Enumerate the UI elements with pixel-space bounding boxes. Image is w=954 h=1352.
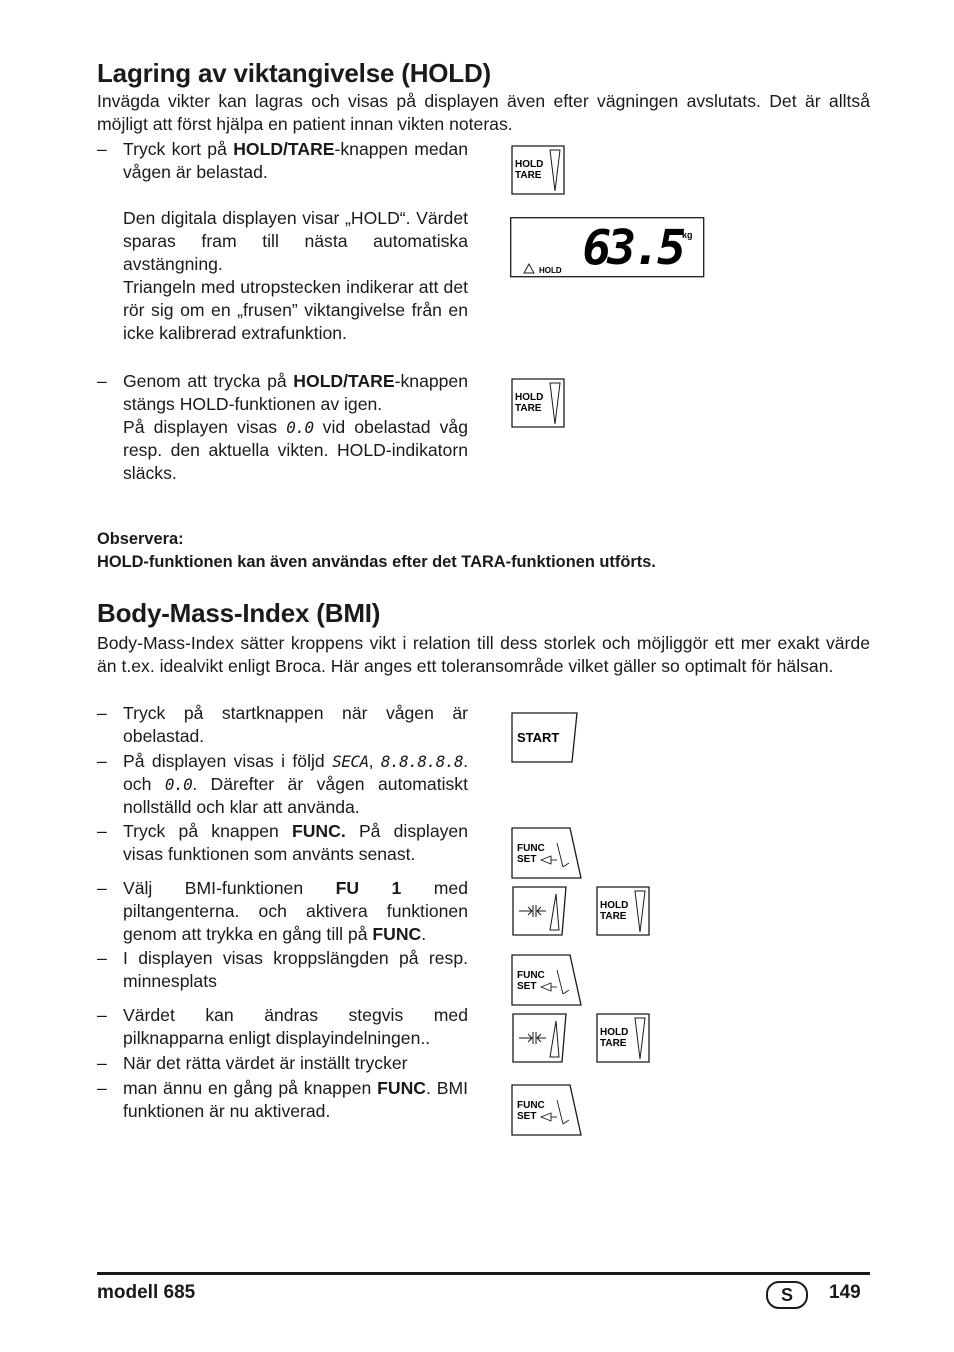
text: vid obelastad våg resp. den aktuella vikten. HOLD-indikatorn släcks. [123,417,468,483]
bmi-step-8 [97,1077,468,1123]
text: , [368,751,381,771]
bullet-dash: – [97,878,107,898]
note-label: Observera: [97,530,184,548]
start-label: START [517,730,560,745]
text: -knappen stängs HOLD-funktionen av igen. [123,371,468,414]
hold-tare-key[interactable] [511,378,565,428]
set-label: SET [517,1111,537,1122]
text: . Därefter är vågen automatiskt nollställd och klar att använda. [123,774,468,817]
hold-step-1-p3: Triangeln med utropstecken indikerar att det rör sig om en „frusen” viktangivelse från en icke kalibrerad extrafunktion. [123,277,468,343]
text: med piltangenterna. och aktivera funktionen genom att trykka en gång till på [123,878,468,944]
hold-label: HOLD [515,159,544,170]
hold-step-2 [97,370,468,485]
text: . [421,924,427,944]
func-ref: FUNC. [291,821,346,841]
func-label: FUNC [517,843,545,854]
note-text: HOLD-funktionen kan även användas efter det TARA-funktionen utförts. [97,553,656,571]
footer-rule [97,1272,870,1275]
bmi-step-3 [97,820,468,866]
bmi-step-2 [97,750,468,819]
text: -knappen medan vågen är belastad. [123,139,468,182]
func-label: FUNC [517,970,545,981]
fu1-ref: FU 1 [335,878,402,898]
footer-model: modell 685 [97,1282,196,1303]
tare-label: TARE [600,911,627,922]
bullet-dash: – [97,821,107,841]
arrow-key[interactable] [512,886,567,936]
display-unit: kg [682,230,693,240]
set-label: SET [517,981,537,992]
func-set-key[interactable] [511,1084,583,1136]
set-label: SET [517,854,537,865]
text: I displayen visas kroppslängden på resp. minnesplats [123,948,468,991]
text: Tryck på startknappen när vågen är obelastad. [123,703,468,746]
start-key[interactable] [511,712,579,763]
bmi-step-1 [97,702,468,748]
func-ref: FUNC [372,924,422,944]
bmi-step-4 [97,877,468,946]
arrow-key[interactable] [512,1013,567,1063]
segment-readout: 8.8.8.8.8 [380,752,464,771]
func-set-key[interactable] [511,827,583,879]
bmi-step-5 [97,947,468,993]
hold-step-1-p2: Den digitala displayen visar „HOLD“. Värdet sparas fram till nästa automatiska avstängning. [123,208,468,274]
display-value: 63.5 [582,220,682,276]
text: På displayen visas [123,417,287,437]
hold-tare-ref: HOLD/TARE [233,139,335,159]
bmi-step-7 [97,1052,468,1075]
weight-display [510,217,705,278]
text: Värdet kan ändras stegvis med pilknapparna enligt displayindelningen.. [123,1005,468,1048]
bullet-dash: – [97,703,107,723]
text: . BMI funktionen är nu aktiverad. [123,1078,468,1121]
bmi-step-6 [97,1004,468,1050]
segment-readout: 0.0 [164,775,193,794]
hold-tare-ref: HOLD/TARE [293,371,395,391]
text: På displayen visas i följd [123,751,333,771]
text: man ännu en gång på knappen [123,1078,378,1098]
text: Genom att trycka på [123,371,294,391]
hold-step-1 [97,138,468,345]
tare-label: TARE [515,403,542,414]
func-set-key[interactable] [511,954,583,1006]
hold-tare-key[interactable] [596,886,651,936]
page-number: 149 [829,1282,861,1303]
hold-label: HOLD [600,900,629,911]
text: . och [123,751,468,794]
bullet-dash: – [97,1053,107,1073]
text: Välj BMI-funktionen [123,878,336,898]
tare-label: TARE [600,1038,627,1049]
bullet-dash: – [97,139,107,159]
hold-tare-key[interactable] [596,1013,651,1063]
bullet-dash: – [97,1078,107,1098]
bmi-intro: Body-Mass-Index sätter kroppens vikt i relation till dess storlek och möjliggör ett mer exakt värde än t.ex. idealvikt enligt Broca. Här anges ett toleransområde vilket gäller so optimalt för hälsan. [97,633,870,676]
hold-intro: Invägda vikter kan lagras och visas på displayen även efter vägningen avslutats. Det är alltså möjligt att först hjälpa en patient innan vikten noteras. [97,91,870,134]
text: Tryck kort på [123,139,234,159]
text: Tryck på knappen [123,821,292,841]
bullet-dash: – [97,948,107,968]
language-badge: S [766,1281,808,1309]
hold-tare-key[interactable] [511,145,565,195]
bullet-dash: – [97,751,107,771]
func-label: FUNC [517,1100,545,1111]
text: På displayen visas funktionen som använts senast. [123,821,468,864]
segment-readout: SECA [332,752,369,771]
text: När det rätta värdet är inställt trycker [123,1053,408,1073]
bullet-dash: – [97,371,107,391]
tare-label: TARE [515,170,542,181]
hold-section-title: Lagring av viktangivelse (HOLD) [97,58,492,88]
segment-readout: 0.0 [286,418,314,437]
hold-label: HOLD [515,392,544,403]
display-hold-indicator: HOLD [539,266,562,275]
bmi-section-title: Body-Mass-Index (BMI) [97,598,381,628]
func-ref: FUNC [377,1078,426,1098]
hold-label: HOLD [600,1027,629,1038]
bullet-dash: – [97,1005,107,1025]
